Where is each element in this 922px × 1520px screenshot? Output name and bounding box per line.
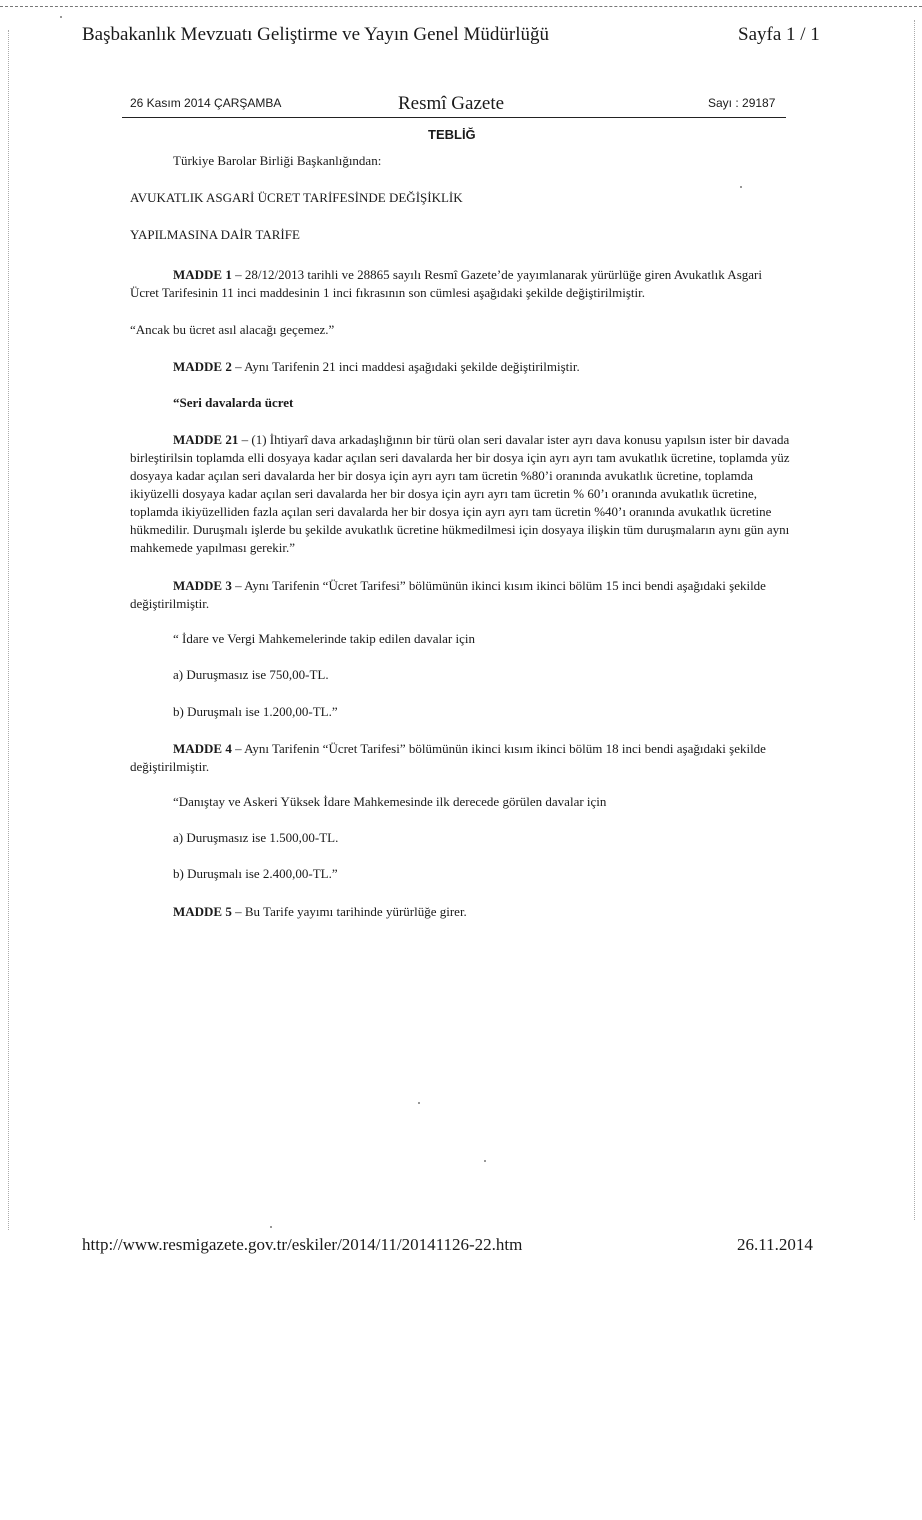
header-page-number: Sayfa 1 / 1 [738,24,820,45]
article-3-quote-heading: “ İdare ve Vergi Mahkemelerinde takip edilen davalar için [173,631,476,646]
article-5-text: – Bu Tarife yayımı tarihinde yürürlüğe girer. [231,904,467,919]
section-label: TEBLİĞ [428,127,476,142]
article-2-label: MADDE 2 [173,359,232,374]
article-3-quote-a: a) Duruşmasız ise 750,00-TL. [173,667,329,682]
article-5-label: MADDE 5 [173,904,232,919]
article-1-label: MADDE 1 [173,267,232,282]
article-21-text: – (1) İhtiyarî dava arkadaşlığının bir türü olan seri davalar ister ayrı dava konusu yapılsın ister bir davada birleştirilsin toplamda elli dosyaya kadar açılan seri davalarda her bir dosya için ayrı ayrı tam avukatlık ücretine, toplamda yüz dosyaya kadar açılan seri davalarda her bir dosya için ayrı ayrı tam ücretin %80’i oranında avukatlık ücretine, toplamda ikiyüzelli dosyaya kadar açılan seri davalarda her bir dosya için ayrı ayrı tam ücretin % 60’ı oranında avukatlık ücretine, toplamda ikiyüzelliden fazla açılan seri davalarda her bir dosya için ayrı ayrı tam ücretin %40’ı oranında avukatlık ücretine hükmedilir. Duruşmalı işlerde bu şekilde avukatlık ücretine hükmedilmesi için dosyaya ilişkin tüm duruşmaların aynı gün aynı mahkemede yapılması gerekir.” [130,432,790,555]
article-3 [130,577,790,613]
article-1 [130,266,790,302]
scan-speck [270,1226,272,1228]
scan-edge-right [914,20,915,1220]
article-4 [130,740,790,776]
gazette-issue-number: Sayı : 29187 [708,96,776,110]
article-4-text: – Aynı Tarifenin “Ücret Tarifesi” bölümünün ikinci kısım ikinci bölüm 18 inci bendi aşağıdaki şekilde değiştirilmiştir. [130,741,766,774]
article-21 [130,431,790,557]
article-1-quote: “Ancak bu ücret asıl alacağı geçemez.” [130,322,335,337]
institution-line: Türkiye Barolar Birliği Başkanlığından: [173,153,382,168]
gazette-date: 26 Kasım 2014 ÇARŞAMBA [130,96,282,110]
footer-url: http://www.resmigazete.gov.tr/eskiler/2014/11/20141126-22.htm [82,1235,523,1254]
footer-date: 26.11.2014 [737,1235,813,1254]
scan-edge-left [8,30,9,1230]
article-2-text: – Aynı Tarifenin 21 inci maddesi aşağıdaki şekilde değiştirilmiştir. [231,359,580,374]
document-title-line-1: AVUKATLIK ASGARİ ÜCRET TARİFESİNDE DEĞİŞİKLİK [130,190,463,205]
article-3-text: – Aynı Tarifenin “Ücret Tarifesi” bölümünün ikinci kısım ikinci bölüm 15 inci bendi aşağıdaki şekilde değiştirilmiştir. [130,578,766,611]
article-4-label: MADDE 4 [173,741,232,756]
article-1-text: – 28/12/2013 tarihli ve 28865 sayılı Resmî Gazete’de yayımlanarak yürürlüğe giren Avukatlık Asgari Ücret Tarifesinin 11 inci maddesinin 1 inci fıkrasının son cümlesi aşağıdaki şekilde değiştirilmiştir. [130,267,762,300]
document-title-line-2: YAPILMASINA DAİR TARİFE [130,227,300,242]
scan-edge-top [0,6,922,7]
article-4-quote-heading: “Danıştay ve Askeri Yüksek İdare Mahkemesinde ilk derecede görülen davalar için [173,794,607,809]
gazette-name: Resmî Gazete [398,93,505,114]
article-2 [130,358,790,376]
article-4-quote-a: a) Duruşmasız ise 1.500,00-TL. [173,830,339,845]
gazette-header-rule [122,117,786,118]
scan-speck [60,16,62,18]
article-5 [130,903,790,921]
article-3-quote-b: b) Duruşmalı ise 1.200,00-TL.” [173,704,338,719]
article-4-quote-b: b) Duruşmalı ise 2.400,00-TL.” [173,866,338,881]
article-3-label: MADDE 3 [173,578,232,593]
scan-speck [740,186,742,188]
scan-speck [418,1102,420,1104]
article-21-heading: “Seri davalarda ücret [173,395,294,410]
article-21-label: MADDE 21 [173,432,239,447]
header-title: Başbakanlık Mevzuatı Geliştirme ve Yayın Genel Müdürlüğü [82,24,550,45]
scan-speck [484,1160,486,1162]
